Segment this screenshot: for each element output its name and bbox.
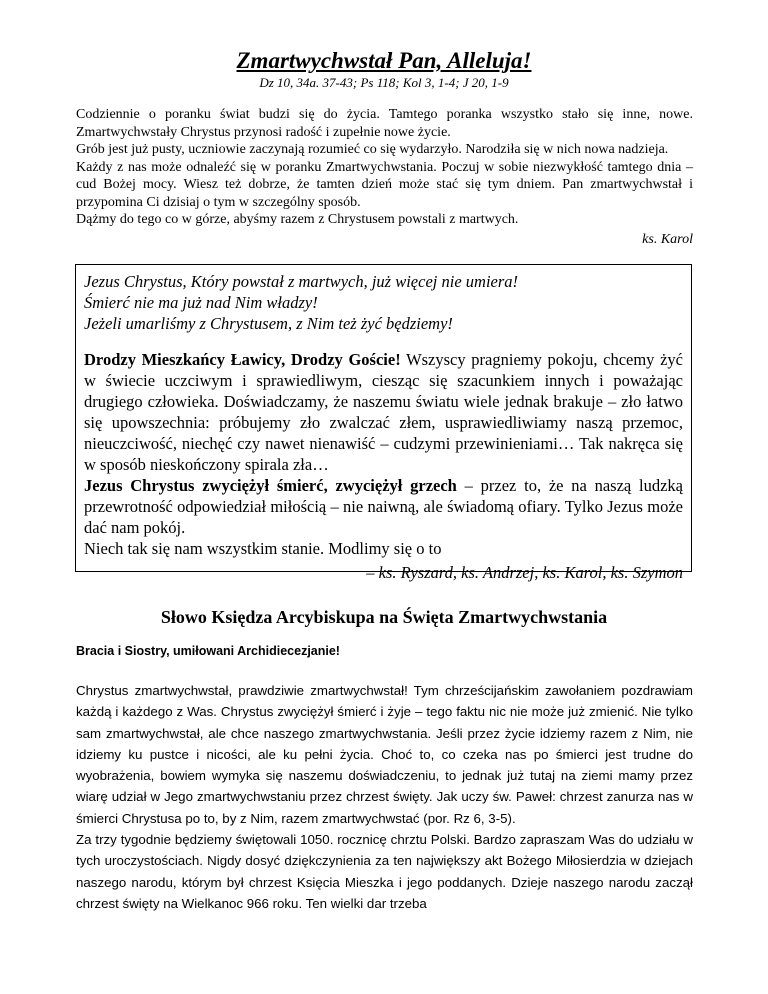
victory-bold: Jezus Chrystus zwyciężył śmierć, zwyciężył grzech xyxy=(84,476,457,495)
intro-paragraph: Dążmy do tego co w górze, abyśmy razem z Chrystusem powstali z martwych. xyxy=(76,212,519,227)
closing-paragraph: Niech tak się nam wszystkim stanie. Modlimy się o to xyxy=(84,539,442,558)
scripture-references: Dz 10, 34a. 37-43; Ps 118; Kol 3, 1-4; J 20, 1-9 xyxy=(259,75,509,90)
priests-signature: – ks. Ryszard, ks. Andrzej, ks. Karol, ks. Szymon xyxy=(366,563,683,582)
letter-paragraph: Chrystus zmartwychwstał, prawdziwie zmartwychwstał! Tym chrześcijańskim zawołaniem pozdrawiam każdą i każdego z Was. Chrystus zwyciężył śmierć i żyje – tego faktu nic nie może już zmienić. Nie tylko sam zmartwychwstał, ale chce naszego zmartwychwstania. Jeśli przez życie idziemy razem z Nim, nie idziemy ku pustce i nicości, ale ku pełni życia. Choć to, co czeka nas po śmierci jest trudne do wyobrażenia, bowiem wymyka się naszemu doświadczeniu, to jednak już tutaj na ziemi mamy przez wiarę udział w Jego zmartwychwstaniu przez chrzest święty. Jak uczy św. Paweł: chrzest zanurza nas w śmierci Chrystusa po to, by z Nim, razem zmartwychwstać (por. Rz 6, 3-5). xyxy=(76,683,693,826)
archbishop-heading: Słowo Księdza Arcybiskupa na Święta Zmartwychwstania xyxy=(160,607,608,627)
greeting-bold: Drodzy Mieszkańcy Ławicy, Drodzy Goście! xyxy=(84,350,401,369)
page-title: Zmartwychwstał Pan, Alleluja! xyxy=(236,48,532,73)
archbishop-letter xyxy=(76,680,693,914)
victory-paragraph xyxy=(84,475,683,538)
greeting-paragraph xyxy=(84,349,683,475)
easter-greeting-box xyxy=(75,264,692,582)
verse-line: Śmierć nie ma już nad Nim władzy! xyxy=(84,293,318,312)
intro-signature: ks. Karol xyxy=(642,231,693,247)
intro-paragraph: Każdy z nas może odnaleźć się w poranku Zmartwychwstania. Poczuj w sobie niezwykłość tamtego dnia – cud Bożej mocy. Wiesz też dobrze, że tamten dzień może stać się tym dniem. Pan zmartwychwstał i przypomina Ci dzisiaj o tym w szczególny sposób. xyxy=(76,159,693,210)
intro-paragraph: Grób jest już pusty, uczniowie zaczynają rozumieć co się wydarzyło. Narodziła się w nich nowa nadzieja. xyxy=(76,142,669,157)
archbishop-greeting: Bracia i Siostry, umiłowani Archidiecezjanie! xyxy=(76,644,340,658)
verse-line: Jeżeli umarliśmy z Chrystusem, z Nim też żyć będziemy! xyxy=(84,314,453,333)
intro-section xyxy=(76,106,693,248)
verse-line: Jezus Chrystus, Który powstał z martwych, już więcej nie umiera! xyxy=(84,272,519,291)
letter-paragraph: Za trzy tygodnie będziemy świętowali 1050. rocznicę chrztu Polski. Bardzo zapraszam Was do udziału w tych uroczystościach. Nigdy dosyć dziękczynienia za ten największy akt Bożego Miłosierdzia w dziejach naszego narodu, którym był chrzest Księcia Mieszka i jego poddanych. Dzieje naszego narodu zaczął chrzest święty na Wielkanoc 966 roku. Ten wielki dar trzeba xyxy=(76,832,693,911)
intro-paragraph: Codziennie o poranku świat budzi się do życia. Tamtego poranka wszystko stało się inne, nowe. Zmartwychwstały Chrystus przynosi radość i zupełnie nowe życie. xyxy=(76,107,693,140)
victory-text: – przez to, że na naszą ludzką przewrotność odpowiedział miłością – nie naiwną, ale świadomą ofiary. Tylko Jezus może dać nam pokój. xyxy=(84,476,683,537)
greeting-text: Wszyscy pragniemy pokoju, chcemy żyć w świecie uczciwym i sprawiedliwym, ciesząc się szacunkiem innych i poważając drugiego człowieka. Doświadczamy, że naszemu światu wiele jednak brakuje – zło łatwo się upowszechnia: próbujemy zło zwalczać złem, usprawiedliwiamy naszą przemoc, nieuczciwość, niechęć czy nawet nienawiść – cudzymi przewinieniami… Tak nakręca się w sposób nieskończony spirala zła… xyxy=(84,350,683,474)
spacer xyxy=(84,334,683,349)
